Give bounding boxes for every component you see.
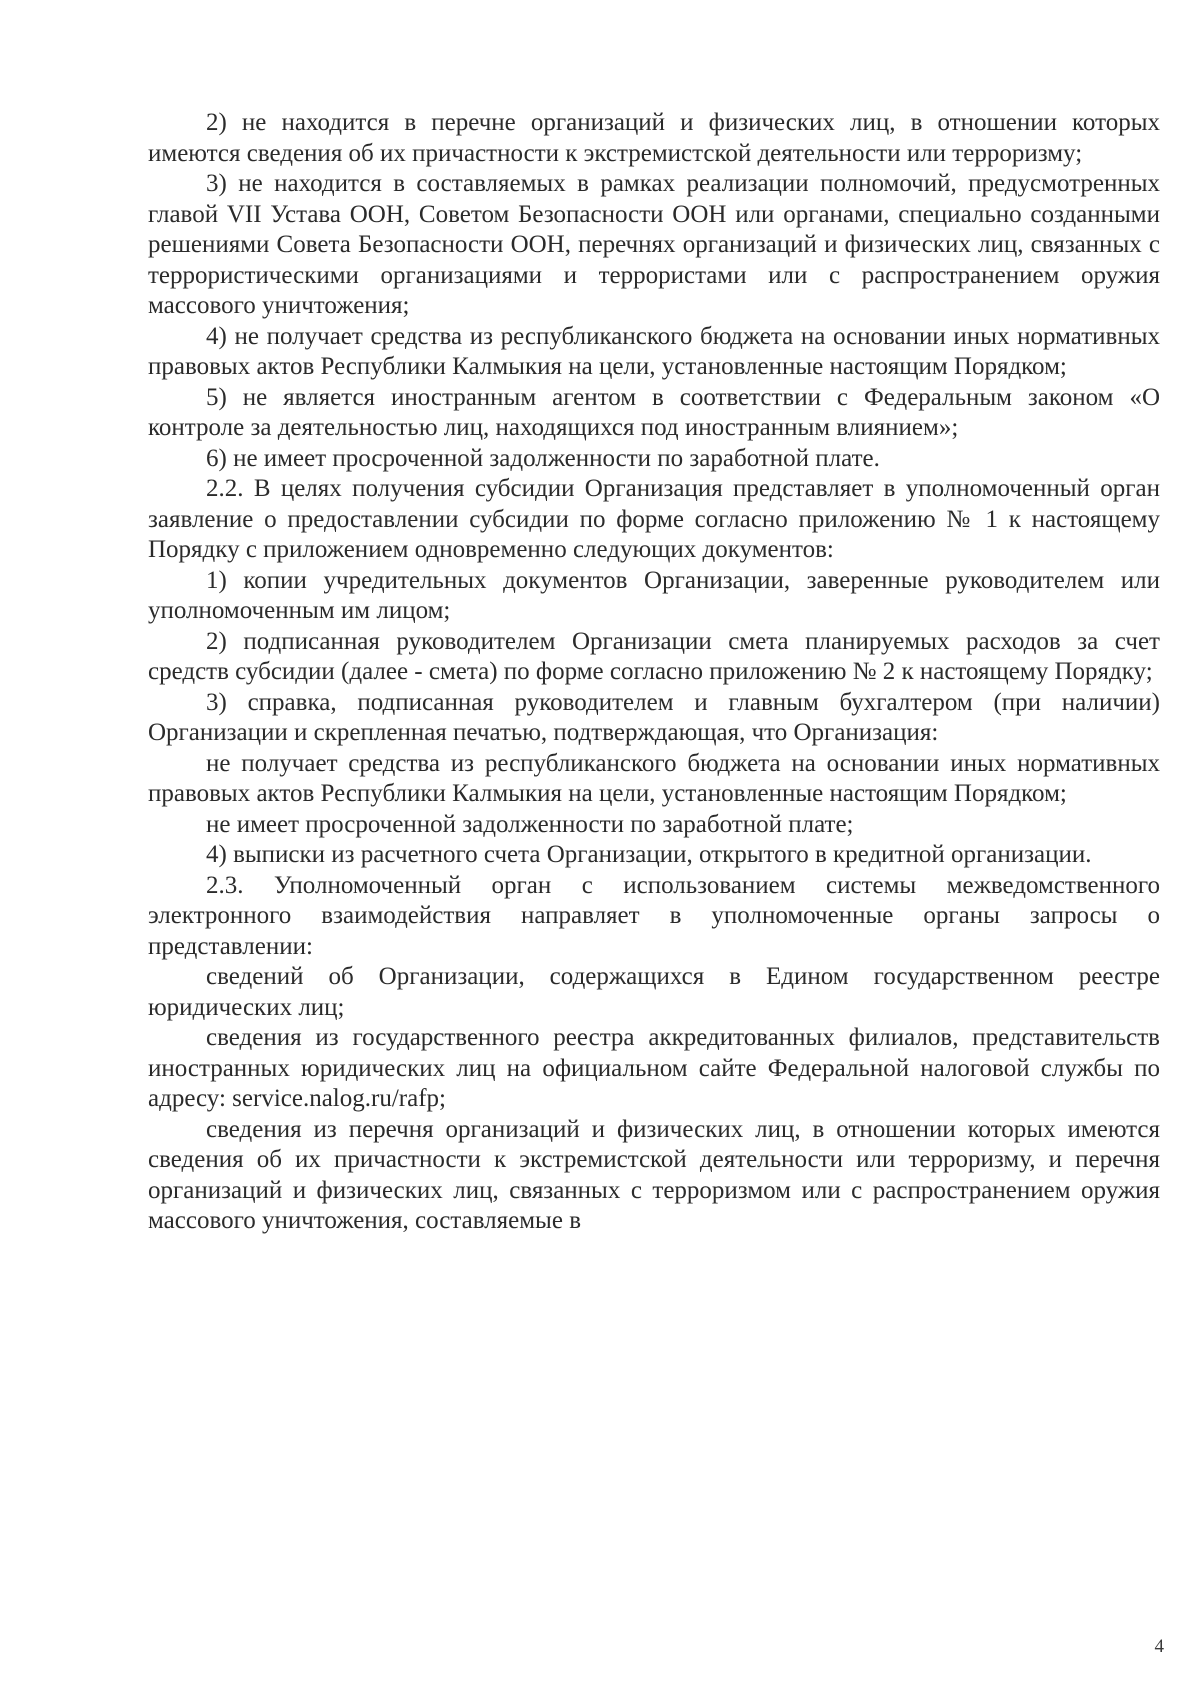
paragraph-request-2: сведения из государственного реестра аккредитованных филиалов, представительств иностранных юридических лиц на официальном сайте Федеральной налоговой службы по адресу: service.nalog.ru/rafp;	[148, 1024, 1160, 1112]
paragraph-condition-2: не имеет просроченной задолженности по заработной плате;	[206, 810, 854, 838]
paragraph-section-2-2: 2.2. В целях получения субсидии Организация представляет в уполномоченный орган заявление о предоставлении субсидии по форме согласно приложению № 1 к настоящему Порядку с приложением одновременно следующих документов:	[148, 475, 1160, 563]
paragraph-item-5: 5) не является иностранным агентом в соответствии с Федеральным законом «О контроле за деятельностью лиц, находящихся под иностранным влиянием»;	[148, 383, 1160, 441]
paragraph-doc-1: 1) копии учредительных документов Организации, заверенные руководителем или уполномоченным им лицом;	[148, 566, 1160, 624]
document-body	[148, 108, 1160, 1237]
paragraph-request-1: сведений об Организации, содержащихся в Едином государственном реестре юридических лиц;	[148, 963, 1160, 1021]
page-number: 4	[1154, 1636, 1164, 1657]
paragraph-request-3: сведения из перечня организаций и физических лиц, в отношении которых имеются сведения об их причастности к экстремистской деятельности или терроризму, и перечня организаций и физических лиц, связанных с терроризмом или с распространением оружия массового уничтожения, составляемые в	[148, 1115, 1160, 1234]
paragraph-condition-1: не получает средства из республиканского бюджета на основании иных нормативных правовых актов Республики Калмыкия на цели, установленные настоящим Порядком;	[148, 749, 1160, 807]
paragraph-doc-2: 2) подписанная руководителем Организации смета планируемых расходов за счет средств субсидии (далее - смета) по форме согласно приложению № 2 к настоящему Порядку;	[148, 627, 1160, 685]
paragraph-item-2: 2) не находится в перечне организаций и физических лиц, в отношении которых имеются сведения об их причастности к экстремистской деятельности или терроризму;	[148, 109, 1160, 167]
paragraph-doc-3: 3) справка, подписанная руководителем и главным бухгалтером (при наличии) Организации и скрепленная печатью, подтверждающая, что Организация:	[148, 688, 1160, 746]
paragraph-doc-4: 4) выписки из расчетного счета Организации, открытого в кредитной организации.	[206, 841, 1092, 868]
paragraph-item-3: 3) не находится в составляемых в рамках реализации полномочий, предусмотренных главой VII Устава ООН, Советом Безопасности ООН или органами, специально созданными решениями Совета Безопасности ООН, перечнях организаций и физических лиц, связанных с террористическими организациями и террористами или с распространением оружия массового уничтожения;	[148, 170, 1160, 319]
paragraph-item-4: 4) не получает средства из республиканского бюджета на основании иных нормативных правовых актов Республики Калмыкия на цели, установленные настоящим Порядком;	[148, 322, 1160, 380]
paragraph-item-6: 6) не имеет просроченной задолженности по заработной плате.	[206, 444, 880, 472]
paragraph-section-2-3: 2.3. Уполномоченный орган с использованием системы межведомственного электронного взаимодействия направляет в уполномоченные органы запросы о представлении:	[148, 871, 1160, 960]
